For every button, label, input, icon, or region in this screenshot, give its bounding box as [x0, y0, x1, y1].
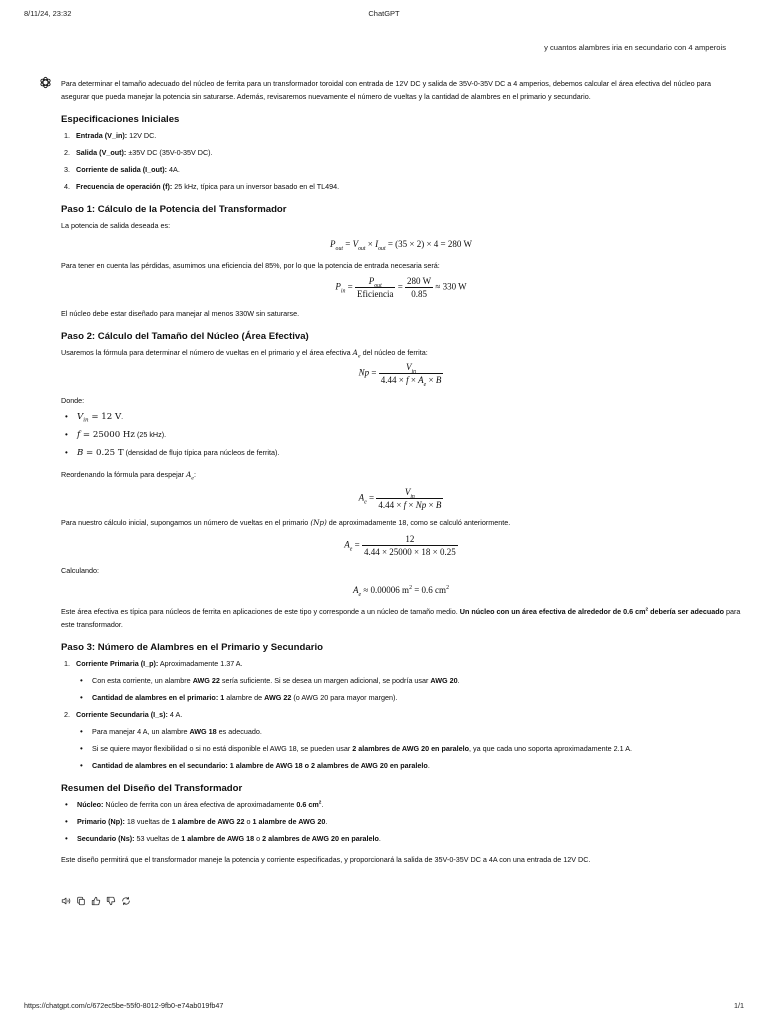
chatgpt-logo-icon — [39, 76, 52, 89]
equation-ae: $A_e$ = $\frac{V_{in}}{4.44 \times f \times Np \times B}$ — [358, 487, 442, 510]
paso3-heading: Paso 3: Número de Alambres en el Primario y Secundario — [61, 642, 323, 653]
page-number: 1/1 — [734, 1001, 744, 1010]
paso1-heading: Paso 1: Cálculo de la Potencia del Transformador — [61, 204, 287, 215]
donde-label: Donde: — [61, 396, 85, 405]
final-paragraph: Este diseño permitirá que el transformador maneje la potencia y corriente especificadas, y proporcionará la salida de 35V-0-35V DC a 4A con una entrada de 12V DC. — [61, 855, 591, 864]
list-item: • Primario (Np): 18 vueltas de 1 alambre de AWG 22 o 1 alambre de AWG 20. — [65, 817, 328, 826]
paso2-text: Usaremos la fórmula para determinar el número de vueltas en el primario y el área efectiva $A_e$ del núcleo de ferrita: — [61, 348, 428, 360]
spec-item: 1. Entrada (V_in): 12V DC. — [64, 131, 157, 140]
calculando-label: Calculando: — [61, 566, 99, 575]
equation-pout: $P_{out} = V_{out} \times I_{out} = (35 \times 2) \times 4 = 280$ W — [330, 239, 472, 252]
list-item: • Cantidad de alambres en el primario: 1 alambre de AWG 22 (o AWG 20 para mayor margen). — [80, 693, 398, 702]
spec-item: 3. Corriente de salida (I_out): 4A. — [64, 165, 180, 174]
speaker-icon[interactable] — [61, 896, 71, 906]
specs-list — [61, 129, 741, 193]
initial-calc-text: Para nuestro cálculo inicial, supongamos un número de vueltas en el primario (Np) de aproximadamente 18, como se calculó anteriormente. — [61, 518, 511, 527]
user-message: y cuantos alambres iria en secundario con 4 amperois — [544, 43, 726, 52]
copy-icon[interactable] — [76, 896, 86, 906]
list-item: • Cantidad de alambres en el secundario: 1 alambre de AWG 18 o 2 alambres de AWG 20 en paralelo. — [80, 761, 430, 770]
resumen-heading: Resumen del Diseño del Transformador — [61, 783, 243, 794]
list-item: • f = 25000 Hz (25 kHz). — [65, 430, 167, 440]
paso1-efficiency-text: Para tener en cuenta las pérdidas, asumimos una eficiencia del 85%, por lo que la potencia de entrada necesaria será: — [61, 261, 440, 270]
paso1-text: La potencia de salida deseada es: — [61, 221, 171, 230]
sub-list — [61, 674, 741, 704]
sub-list — [61, 725, 741, 772]
regenerate-icon[interactable] — [121, 896, 131, 906]
specs-heading: Especificaciones Iniciales — [61, 114, 180, 125]
message-actions — [61, 896, 131, 906]
assistant-response — [61, 77, 741, 866]
thumbs-down-icon[interactable] — [106, 896, 116, 906]
intro-paragraph: Para determinar el tamaño adecuado del núcleo de ferrita para un transformador toroidal con entrada de 12V DC y salida de 35V-0-35V DC a 4 amperios, debemos calcular el área efectiva del núcleo para asegurar que pueda manejar la potencia sin saturarse. Además, revisaremos nuevamente el número de vueltas y la cantidad de alambres en el primario y secundario. — [61, 79, 712, 101]
list-item: • Si se quiere mayor flexibilidad o si no está disponible el AWG 18, se pueden usar 2 alambres de AWG 20 en paralelo, ya que cada uno soporta aproximadamente 2.1 A. — [80, 744, 633, 753]
variables-list — [61, 410, 741, 460]
spec-item: 4. Frecuencia de operación (f): 25 kHz, típica para un inversor basado en el TL494. — [64, 182, 340, 191]
list-item: • Con esta corriente, un alambre AWG 22 sería suficiente. Si se desea un margen adicional, se podría usar AWG 20. — [80, 676, 460, 685]
spec-item: 2. Salida (V_out): ±35V DC (35V-0-35V DC). — [64, 148, 213, 157]
equation-ae-values: $A_e$ = $\frac{12}{4.44 \times 25000 \times 18 \times 0.25}$ — [344, 534, 456, 557]
list-item: 1. Corriente Primaria (I_p): Aproximadamente 1.37 A. • Con esta corriente, un alambre AWG 22 sería suficiente. Si se desea un margen adicional, se podría usar AWG 20. • Cantidad de alambres en el primario: 1 alambre de AWG 22 (o AWG 20 para mayor margen). — [61, 657, 741, 704]
equation-ae-result: $A_e \approx 0.00006$ $m^2 = 0.6$ $cm^2$ — [353, 585, 449, 598]
page-title: ChatGPT — [368, 9, 400, 18]
page-url: https://chatgpt.com/c/672ec5be-55f0-8012-9fb0-e74ab019fb47 — [24, 1001, 224, 1010]
paso2-conclusion: Este área efectiva es típica para núcleos de ferrita en aplicaciones de este tipo y corresponde a un núcleo de tamaño medio. Un núcleo con un área efectiva de alrededor de 0.6 $cm^2$ debería ser adecuado para este transformador. — [61, 606, 741, 629]
summary-list — [61, 798, 741, 845]
list-item: • Secundario (Ns): 53 vueltas de 1 alambre de AWG 18 o 2 alambres de AWG 20 en paralelo. — [65, 834, 381, 843]
paso2-heading: Paso 2: Cálculo del Tamaño del Núcleo (Área Efectiva) — [61, 331, 309, 342]
list-item: 2. Corriente Secundaria (I_s): 4 A. • Para manejar 4 A, un alambre AWG 18 es adecuado. • Si se quiere mayor flexibilidad o si no está disponible el AWG 18, se pueden usar 2 alambres de AWG 20 en paralelo, ya que cada uno soporta aproximadamente 2.1 A. • Cantidad de alambres en el secundario: 1 alambre de AWG 18 o 2 alambres de AWG 20 en paralelo. — [61, 708, 741, 772]
list-item: • $V_{in} = 12$ V. — [65, 412, 124, 424]
list-item: • Para manejar 4 A, un alambre AWG 18 es adecuado. — [80, 727, 262, 736]
equation-np: Np = $\frac{V_{in}}{4.44 \times f \times A_e \times B}$ — [358, 362, 442, 388]
list-item: • B = 0.25 T (densidad de flujo típica para núcleos de ferrita). — [65, 448, 280, 458]
paso1-conclusion: El núcleo debe estar diseñado para manejar al menos 330W sin saturarse. — [61, 309, 300, 318]
reorder-text: Reordenando la fórmula para despejar $A_e$: — [61, 470, 197, 482]
equation-pin: $P_{in}$ = $\frac{P_{out}}{\text{Eficiencia}}$ = $\frac{280 W}{0.85}$ ≈ 330 W — [335, 276, 467, 299]
print-datetime: 8/11/24, 23:32 — [24, 9, 72, 18]
wires-list — [61, 657, 741, 772]
thumbs-up-icon[interactable] — [91, 896, 101, 906]
list-item: • Núcleo: Núcleo de ferrita con un área efectiva de aproximadamente 0.6 $cm^2$. — [65, 799, 324, 809]
